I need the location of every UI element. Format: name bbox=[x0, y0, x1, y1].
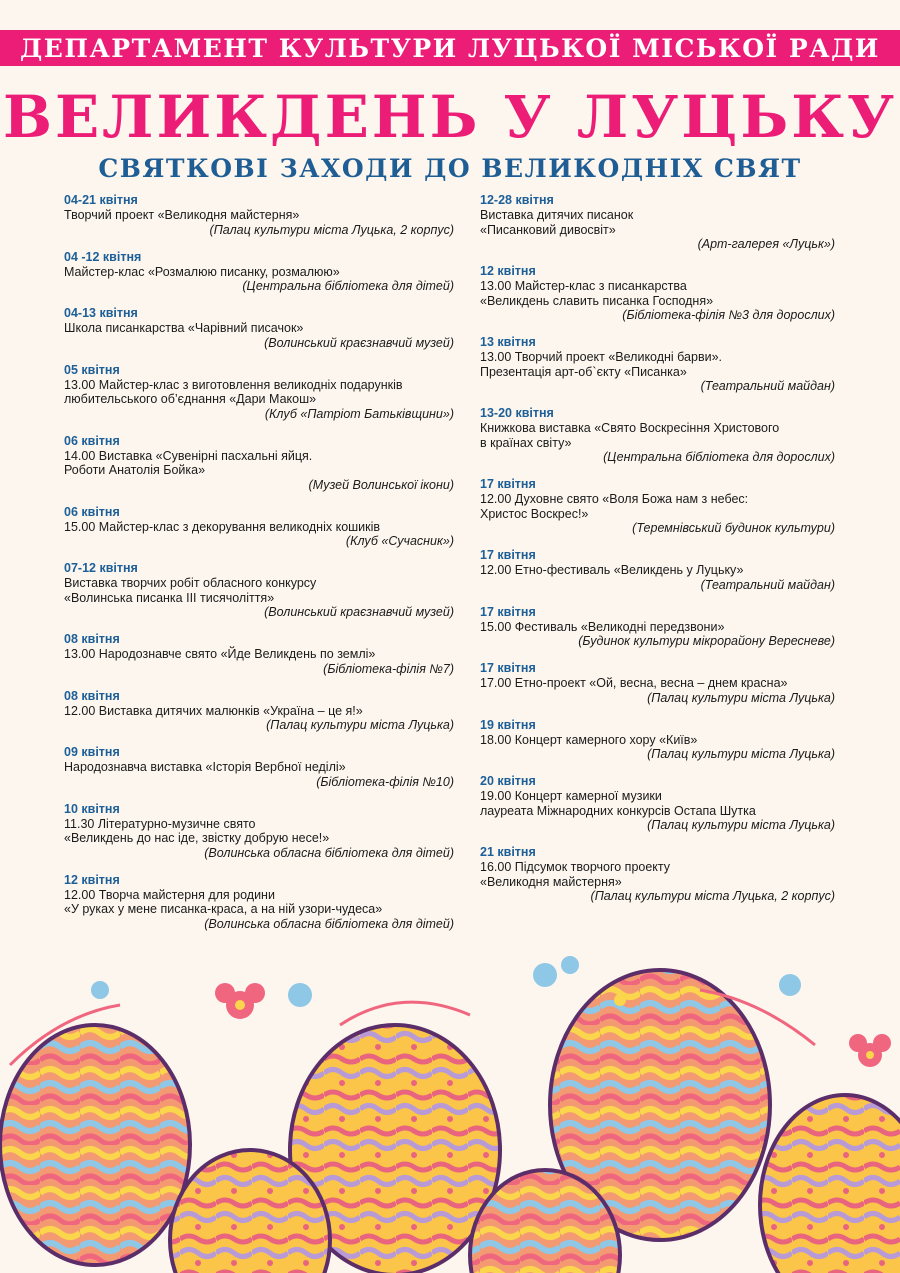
event-date: 17 квітня bbox=[480, 548, 536, 562]
event-description: 14.00 Виставка «Сувенірні пасхальні яйця. bbox=[64, 448, 313, 463]
event-venue: (Бібліотека-філія №3 для дорослих) bbox=[622, 308, 835, 322]
event-description: 12.00 Етно-фестиваль «Великдень у Луцьку» bbox=[480, 563, 744, 577]
event-description: «У руках у мене писанка-краса, а на ній узори-чудеса» bbox=[64, 902, 383, 916]
events-column-right bbox=[480, 193, 835, 916]
event-description: Школа писанкарства «Чарівний писачок» bbox=[64, 321, 304, 335]
event-date: 08 квітня bbox=[64, 688, 120, 703]
event-item bbox=[64, 505, 454, 550]
event-description: Книжкова виставка «Свято Воскресіння Христового bbox=[480, 421, 780, 435]
event-date: 09 квітня bbox=[64, 745, 120, 759]
event-description: 12.00 Духовне свято «Воля Божа нам з небес: bbox=[480, 492, 749, 506]
event-venue: (Волинська обласна бібліотека для дітей) bbox=[204, 845, 454, 860]
event-venue: (Палац культури міста Луцька) bbox=[266, 718, 454, 732]
event-venue: (Будинок культури мікрорайону Вересневе) bbox=[578, 634, 835, 648]
event-description: любительського об’єднання «Дари Макош» bbox=[64, 392, 317, 406]
event-description: 17.00 Етно-проект «Ой, весна, весна – днем красна» bbox=[480, 676, 788, 690]
event-description: Роботи Анатолія Бойка» bbox=[64, 463, 206, 477]
event-date: 07-12 квітня bbox=[64, 561, 138, 575]
event-description: «Волинська писанка ІІІ тисячоліття» bbox=[64, 590, 275, 605]
event-date: 13 квітня bbox=[480, 335, 536, 349]
event-description: 11.30 Літературно-музичне свято bbox=[64, 816, 256, 831]
event-description: в країнах світу» bbox=[480, 435, 572, 450]
event-item bbox=[480, 661, 835, 706]
event-venue: (Центральна бібліотека для дорослих) bbox=[603, 450, 835, 464]
event-item bbox=[480, 774, 835, 833]
event-item bbox=[64, 632, 454, 677]
event-date: 06 квітня bbox=[64, 433, 120, 448]
event-venue: (Теремнівський будинок культури) bbox=[632, 521, 835, 535]
event-item bbox=[64, 363, 454, 422]
event-venue: (Палац культури міста Луцька, 2 корпус) bbox=[590, 889, 835, 903]
poster-subtitle: СВЯТКОВІ ЗАХОДИ ДО ВЕЛИКОДНІХ СВЯТ bbox=[98, 154, 802, 183]
event-date: 20 квітня bbox=[480, 774, 536, 788]
easter-eggs-illustration bbox=[0, 945, 900, 1273]
event-description: 16.00 Підсумок творчого проекту bbox=[480, 860, 671, 874]
event-item bbox=[480, 718, 835, 763]
department-name: ДЕПАРТАМЕНТ КУЛЬТУРИ ЛУЦЬКОЇ МІСЬКОЇ РАДИ bbox=[20, 33, 880, 63]
event-venue: (Клуб «Патріот Батьківщини») bbox=[264, 406, 454, 421]
event-description: Виставка дитячих писанок bbox=[480, 208, 634, 222]
event-venue: (Театральний майдан) bbox=[700, 577, 835, 592]
event-item bbox=[64, 873, 454, 932]
event-description: Творчий проект «Великодня майстерня» bbox=[64, 208, 300, 222]
event-venue: (Волинський краєзнавчий музей) bbox=[264, 605, 454, 619]
event-description: Народознавча виставка «Історія Вербної неділі» bbox=[64, 760, 346, 774]
event-description: 13.00 Творчий проект «Великодні барви». bbox=[480, 350, 723, 364]
event-item bbox=[480, 605, 835, 650]
event-description: «Великдень до нас іде, звістку добрую несе!» bbox=[64, 831, 330, 845]
event-date: 04 -12 квітня bbox=[64, 249, 142, 264]
event-venue: (Волинський краєзнавчий музей) bbox=[264, 335, 454, 350]
event-venue: (Палац культури міста Луцька) bbox=[647, 818, 835, 832]
event-venue: (Палац культури міста Луцька) bbox=[647, 747, 835, 761]
event-venue: (Палац культури міста Луцька) bbox=[647, 690, 835, 705]
event-item bbox=[480, 335, 835, 394]
event-venue: (Театральний майдан) bbox=[700, 379, 835, 393]
event-description: 13.00 Майстер-клас з писанкарства bbox=[480, 279, 687, 293]
event-date: 10 квітня bbox=[64, 801, 120, 816]
event-description: «Великодня майстерня» bbox=[480, 874, 622, 889]
event-date: 17 квітня bbox=[480, 661, 536, 675]
event-item bbox=[64, 689, 454, 734]
event-description: «Великдень славить писанка Господня» bbox=[480, 293, 714, 308]
event-venue: (Бібліотека-філія №7) bbox=[323, 661, 454, 676]
event-venue: (Центральна бібліотека для дітей) bbox=[242, 279, 454, 293]
event-date: 17 квітня bbox=[480, 604, 536, 619]
event-item bbox=[64, 745, 454, 790]
header-banner bbox=[0, 30, 900, 66]
event-date: 05 квітня bbox=[64, 362, 120, 377]
event-date: 04-13 квітня bbox=[64, 306, 138, 320]
event-description: Христос Воскрес!» bbox=[480, 506, 589, 521]
event-date: 12 квітня bbox=[64, 872, 120, 887]
event-item bbox=[64, 250, 454, 295]
event-date: 13-20 квітня bbox=[480, 406, 554, 420]
event-date: 06 квітня bbox=[64, 504, 120, 519]
event-venue: (Волинська обласна бібліотека для дітей) bbox=[204, 916, 454, 931]
event-venue: (Клуб «Сучасник») bbox=[345, 534, 454, 548]
event-item bbox=[480, 548, 835, 593]
event-description: 13.00 Народознавче свято «Йде Великдень по землі» bbox=[64, 647, 376, 661]
event-description: 12.00 Творча майстерня для родини bbox=[64, 887, 275, 902]
event-date: 21 квітня bbox=[480, 845, 536, 859]
event-date: 04-21 квітня bbox=[64, 193, 138, 207]
event-description: 15.00 Фестиваль «Великодні передзвони» bbox=[480, 619, 725, 634]
event-description: 15.00 Майстер-клас з декорування великодніх кошиків bbox=[64, 519, 381, 534]
event-description: Презентація арт-об`єкту «Писанка» bbox=[480, 364, 687, 379]
event-venue: (Палац культури міста Луцька, 2 корпус) bbox=[209, 222, 454, 237]
event-date: 17 квітня bbox=[480, 477, 536, 491]
event-date: 12-28 квітня bbox=[480, 193, 554, 207]
event-venue: (Арт-галерея «Луцьк») bbox=[697, 237, 835, 251]
event-item bbox=[64, 193, 454, 238]
event-item bbox=[480, 406, 835, 465]
event-item bbox=[480, 845, 835, 904]
event-date: 19 квітня bbox=[480, 717, 536, 732]
event-date: 12 квітня bbox=[480, 264, 536, 278]
event-item bbox=[64, 434, 454, 493]
event-description: лауреата Міжнародних конкурсів Остапа Шутка bbox=[480, 803, 756, 818]
event-description: 13.00 Майстер-клас з виготовлення великодніх подарунків bbox=[64, 377, 403, 392]
event-description: Виставка творчих робіт обласного конкурсу bbox=[64, 576, 317, 590]
event-item bbox=[480, 264, 835, 323]
event-description: 18.00 Концерт камерного хору «Київ» bbox=[480, 732, 698, 747]
event-description: «Писанковий дивосвіт» bbox=[480, 222, 616, 237]
event-date: 08 квітня bbox=[64, 632, 120, 646]
event-venue: (Бібліотека-філія №10) bbox=[316, 774, 454, 789]
event-description: Майстер-клас «Розмалюю писанку, розмалюю» bbox=[64, 264, 340, 279]
event-item bbox=[64, 561, 454, 620]
event-description: 19.00 Концерт камерної музики bbox=[480, 789, 662, 803]
event-item bbox=[480, 477, 835, 536]
event-item bbox=[64, 306, 454, 351]
poster-title: ВЕЛИКДЕНЬ У ЛУЦЬКУ bbox=[2, 83, 898, 151]
event-description: 12.00 Виставка дитячих малюнків «Україна – це я!» bbox=[64, 703, 363, 718]
event-venue: (Музей Волинської ікони) bbox=[308, 477, 454, 492]
event-item bbox=[480, 193, 835, 252]
event-item bbox=[64, 802, 454, 861]
events-column-left bbox=[64, 193, 454, 944]
